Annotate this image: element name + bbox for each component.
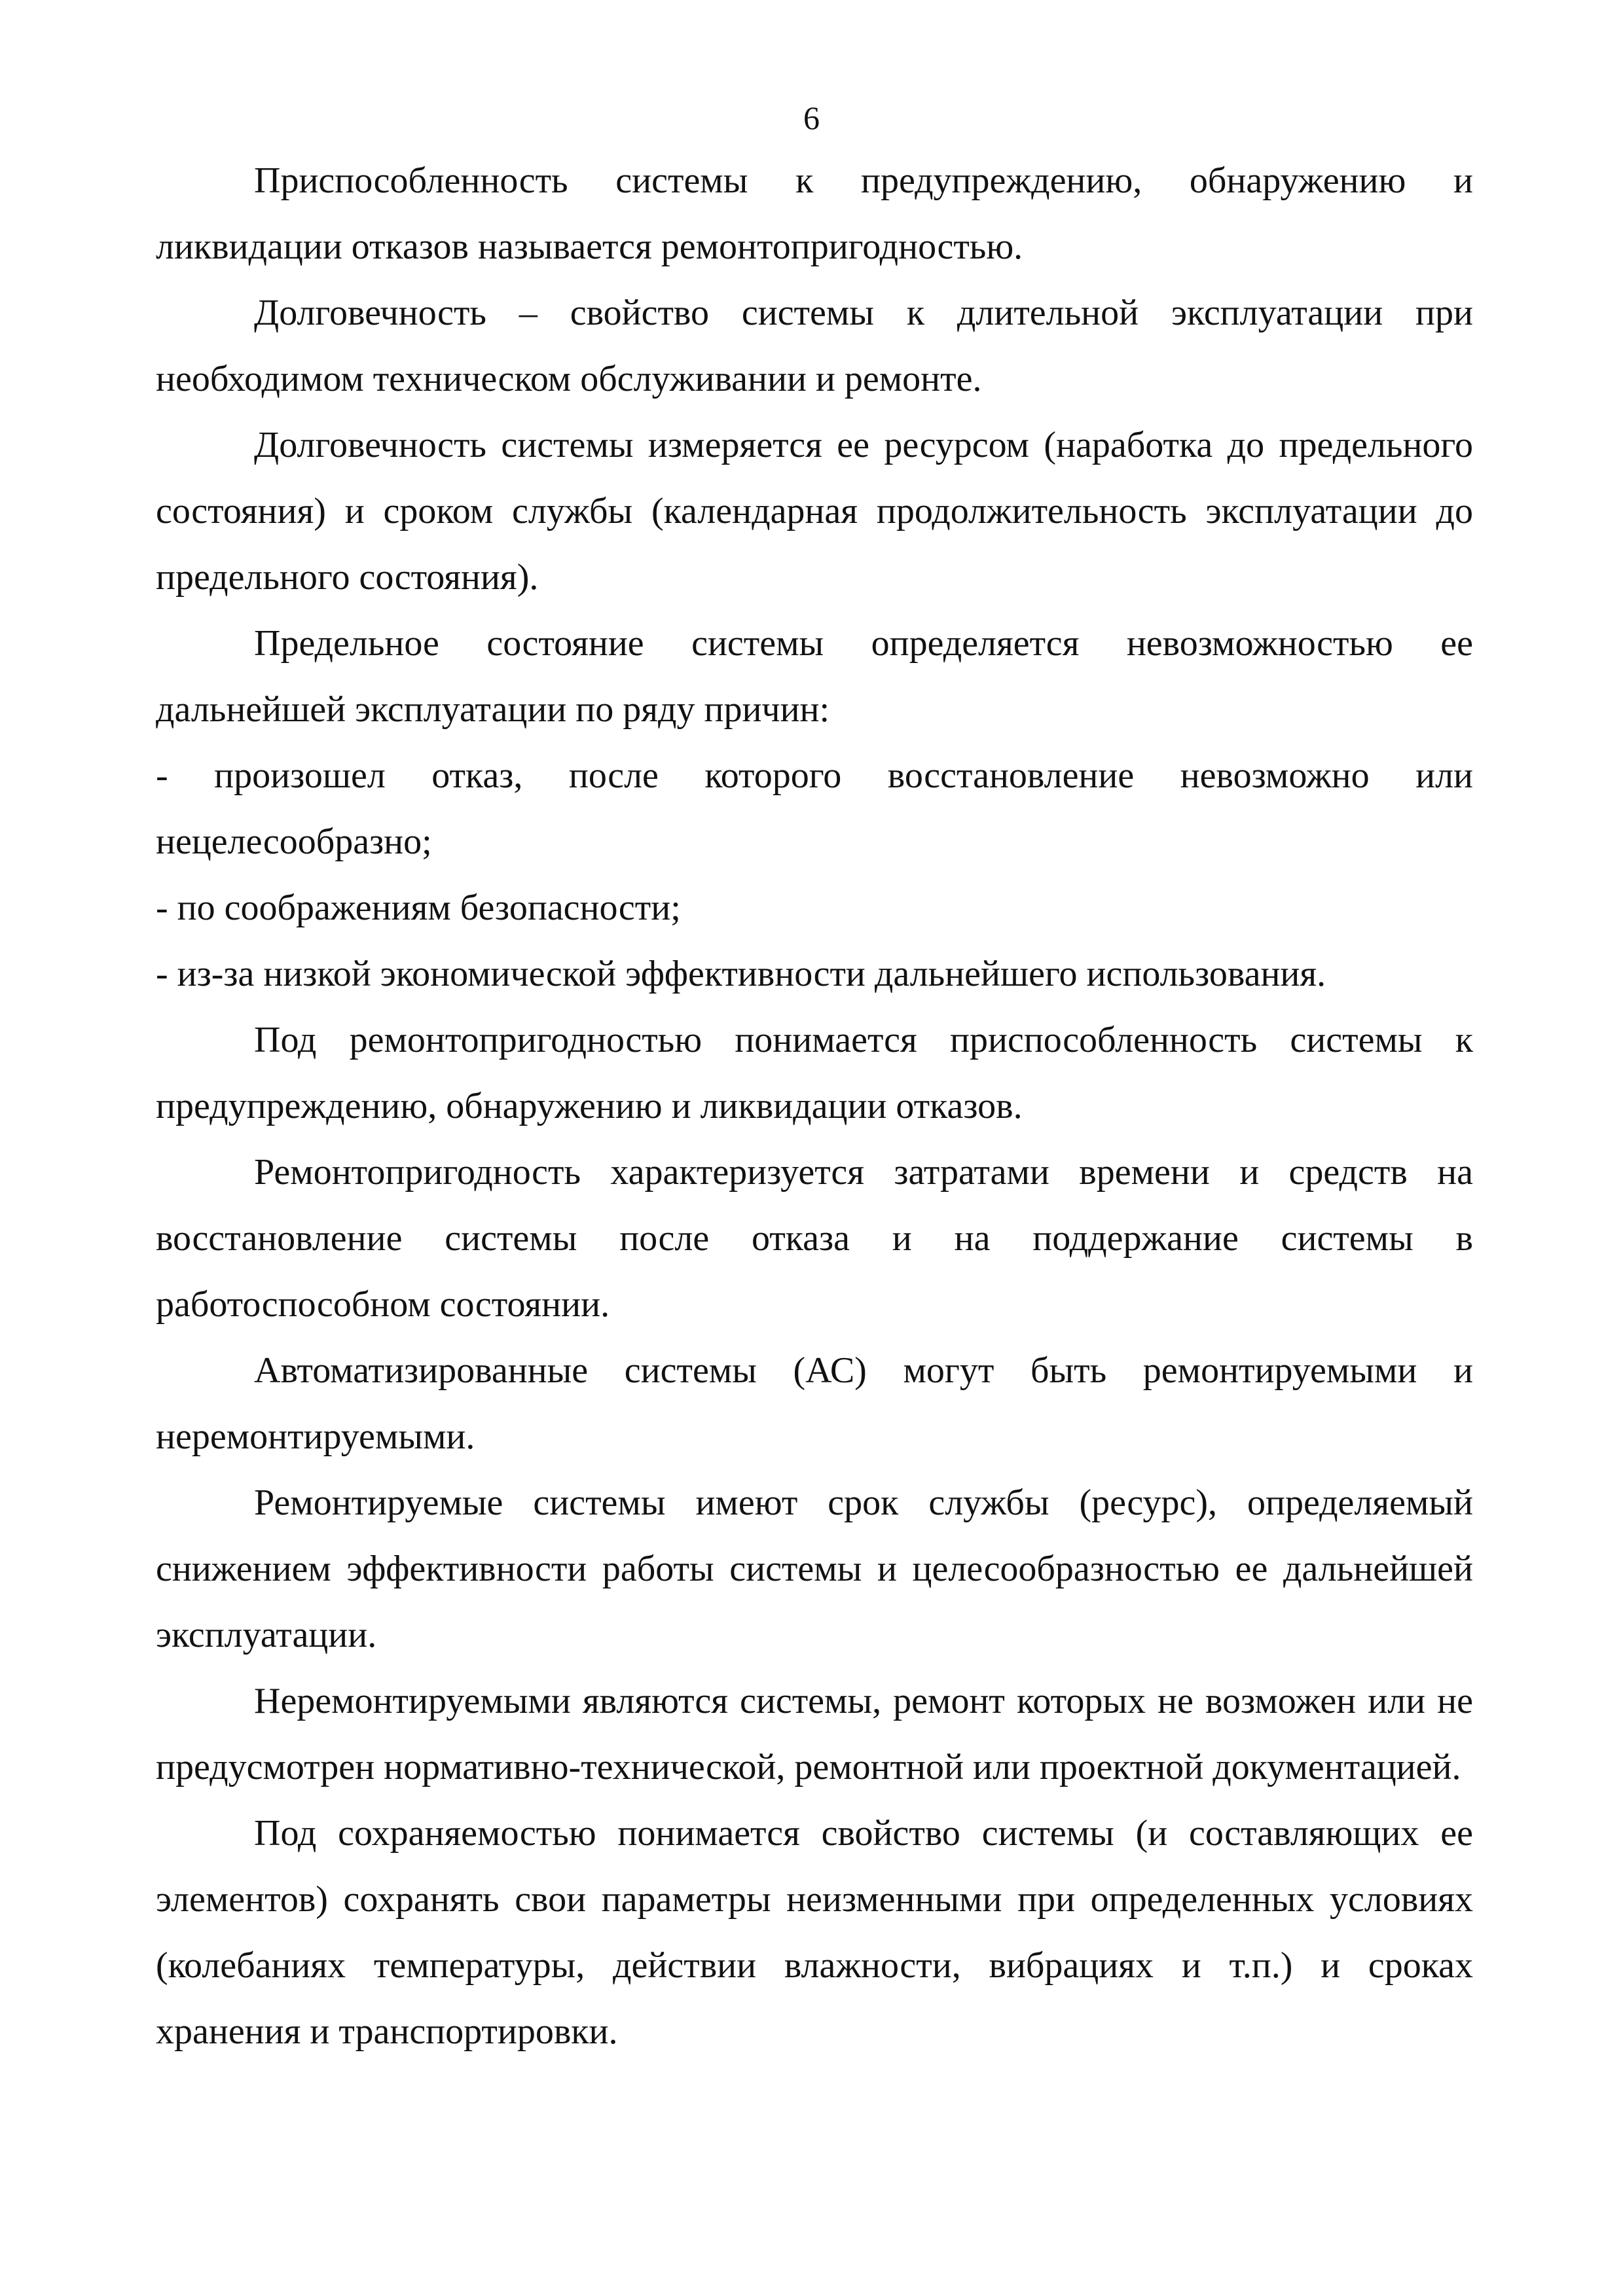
paragraph-nonrepairable-systems: Неремонтируемыми являются системы, ремонт которых не возможен или не предусмотрен нормативно-технической, ремонтной или проектной документацией. bbox=[156, 1681, 1473, 1787]
paragraph-maintainability-definition: Приспособленность системы к предупреждению, обнаружению и ликвидации отказов называется ремонтопригодностью. bbox=[156, 160, 1473, 267]
paragraph-storability: Под сохраняемостью понимается свойство системы (и составляющих ее элементов) сохранять свои параметры неизменными при определенных условиях (колебаниях температуры, действии влажности, вибрациях и т.п.) и сроках хранения и транспортировки. bbox=[156, 1813, 1473, 2052]
paragraph-durability-measure: Долговечность системы измеряется ее ресурсом (наработка до предельного состояния) и сроком службы (календарная продолжительность эксплуатации до предельного состояния). bbox=[156, 425, 1473, 598]
paragraph-repairable-systems: Ремонтируемые системы имеют срок службы (ресурс), определяемый снижением эффективности работы системы и целесообразностью ее дальнейшей эксплуатации. bbox=[156, 1482, 1473, 1655]
list-item-safety: - по соображениям безопасности; bbox=[156, 888, 681, 928]
list-item-failure: - произошел отказ, после которого восстановление невозможно или нецелесообразно; bbox=[156, 755, 1473, 862]
paragraph-automated-systems: Автоматизированные системы (АС) могут быть ремонтируемыми и неремонтируемыми. bbox=[156, 1350, 1473, 1457]
paragraph-limit-state: Предельное состояние системы определяется невозможностью ее дальнейшей эксплуатации по ряду причин: bbox=[156, 623, 1473, 730]
list-item-economic: - из-за низкой экономической эффективности дальнейшего использования. bbox=[156, 954, 1326, 994]
document-body bbox=[156, 148, 1473, 2065]
paragraph-maintainability-characteristics: Ремонтопригодность характеризуется затратами времени и средств на восстановление системы после отказа и на поддержание системы в работоспособном состоянии. bbox=[156, 1152, 1473, 1325]
paragraph-maintainability-meaning: Под ремонтопригодностью понимается приспособленность системы к предупреждению, обнаружению и ликвидации отказов. bbox=[156, 1020, 1473, 1126]
page-number: 6 bbox=[803, 99, 820, 136]
paragraph-durability-definition: Долговечность – свойство системы к длительной эксплуатации при необходимом техническом обслуживании и ремонте. bbox=[156, 293, 1473, 399]
